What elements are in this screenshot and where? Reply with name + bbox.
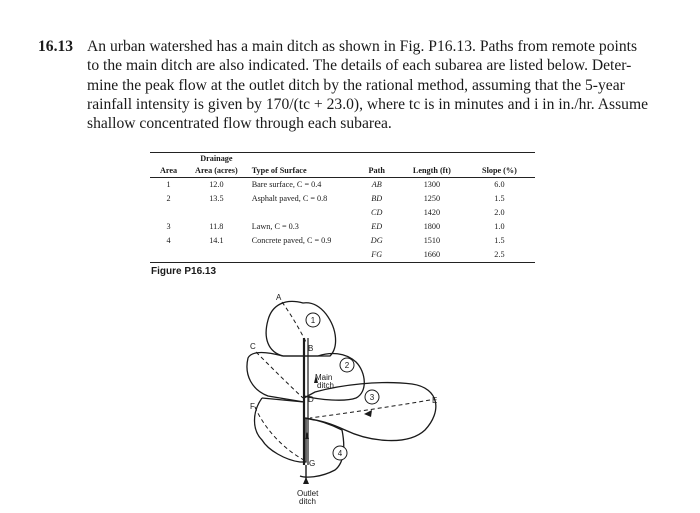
cell-length: 1800	[423, 222, 441, 231]
cell-path: AB	[371, 180, 382, 189]
path-ed-arrow	[364, 410, 372, 417]
cell-length: 1510	[423, 236, 441, 245]
point-c: C	[250, 342, 256, 351]
point-a: A	[276, 293, 282, 302]
cell-type: Lawn, C = 0.3	[251, 222, 299, 231]
figure-caption: Figure P16.13	[151, 266, 217, 277]
cell-area: 4	[166, 236, 171, 245]
header-drainage-bottom: Area (acres)	[187, 165, 246, 178]
cell-path: CD	[371, 208, 383, 217]
problem-line-1: An urban watershed has a main ditch as shown in Fig. P16.13. Paths from remote points	[87, 38, 638, 55]
cell-path: DG	[370, 236, 383, 245]
header-length: Length (ft)	[400, 153, 464, 178]
header-path: Path	[354, 153, 400, 178]
cell-slope: 1.5	[494, 194, 505, 203]
problem-number: 16.13	[38, 38, 74, 55]
cell-acres: 13.5	[209, 194, 224, 203]
cell-path: ED	[371, 222, 383, 231]
cell-slope: 1.0	[494, 222, 505, 231]
cell-area: 1	[166, 180, 171, 189]
point-d: D	[308, 395, 314, 404]
subarea-2-label: 2	[344, 361, 350, 370]
subarea-4-boundary	[255, 398, 344, 477]
cell-type: Concrete paved, C = 0.9	[251, 236, 332, 245]
header-drainage-top: Drainage	[187, 153, 246, 166]
main-ditch-label-1: Main	[315, 373, 333, 382]
cell-slope: 2.5	[464, 248, 535, 263]
cell-area: 2	[166, 194, 171, 203]
subarea-1-boundary	[266, 301, 335, 356]
cell-slope: 2.0	[494, 208, 505, 217]
cell-path: BD	[371, 194, 383, 203]
path-ab	[282, 302, 306, 342]
cell-slope: 6.0	[494, 180, 505, 189]
subarea-3-label: 3	[369, 393, 375, 402]
cell-length: 1300	[423, 180, 441, 189]
path-cd	[256, 352, 303, 398]
outlet-label-1: Outlet	[297, 489, 319, 498]
cell-acres: 11.8	[209, 222, 224, 231]
point-g: G	[309, 459, 316, 468]
header-slope: Slope (%)	[464, 153, 535, 178]
cell-slope: 1.5	[494, 236, 505, 245]
subarea-1-label: 1	[310, 316, 316, 325]
problem-line-5: shallow concentrated flow through each subarea.	[87, 115, 392, 133]
point-b: B	[308, 344, 314, 353]
cell-acres: 12.0	[209, 180, 224, 189]
outlet-label-2: ditch	[299, 497, 316, 506]
point-e: E	[432, 396, 438, 405]
problem-line-4: rainfall intensity is given by 170/(tc + 23.0), where tc is in minutes and i in in./hr. Assume	[87, 95, 648, 113]
problem-line-2: to the main ditch are also indicated. The details of each subarea are listed below. Deter-	[87, 57, 632, 75]
header-type: Type of Surface	[246, 153, 354, 178]
cell-area: 3	[166, 222, 171, 231]
cell-type: Asphalt paved, C = 0.8	[251, 194, 328, 203]
cell-type: Bare surface, C = 0.4	[251, 180, 322, 189]
cell-acres: 14.1	[209, 236, 224, 245]
outlet-arrow	[303, 477, 309, 484]
cell-length: 1660	[400, 248, 464, 263]
cell-path: FG	[354, 248, 400, 263]
cell-length: 1420	[423, 208, 441, 217]
point-f: F	[250, 402, 255, 411]
cell-length: 1250	[423, 194, 441, 203]
main-ditch-label-2: ditch	[317, 381, 334, 390]
problem-line-3: mine the peak flow at the outlet ditch by the rational method, assuming that the 5-year	[87, 76, 625, 94]
subarea-4-label: 4	[337, 449, 343, 458]
path-fg	[255, 407, 304, 460]
header-area: Area	[150, 153, 187, 178]
